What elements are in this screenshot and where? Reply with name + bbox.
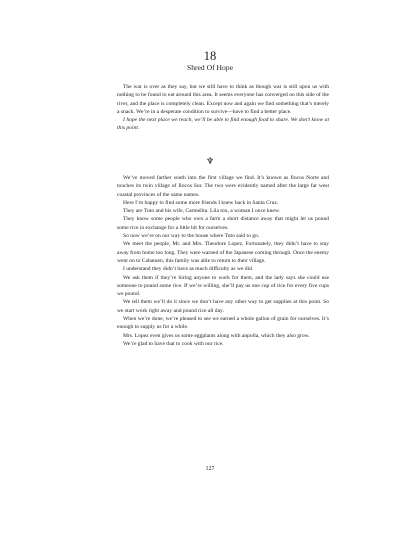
paragraph: We meet the people, Mr. and Mrs. Theodore Lopez. Fortunately, they didn’t have to stay away from home too long. They were warned of the Japanese coming through. Once the enemy went on to Cabatuen, this family was able to return to their village. [117,241,329,264]
chapter-title: Shred Of Hope [187,63,233,72]
paragraph: We tell them we’ll do it since we don’t have any other way to get supplies at this point. So we start work right away and pound rice all day. [117,299,329,314]
paragraph: So now we’re on our way to the house where Tuto said to go. [123,233,260,240]
chapter-number: 18 [203,49,217,63]
paragraph: Mrs. Lopez even gives us some eggplants along with anpolla, which they also grow. [123,332,310,339]
paragraph: When we’re done, we’re pleased to see we earned a whole gallon of grain for ourselves. It’s enough to supply us for a while. [117,316,329,331]
paragraph: Here I’m happy to find some more friends I knew back in Santa Cruz. [123,199,279,206]
paragraph: They are Tuto and his wife, Carmelita. Lila too, a woman I once knew. [123,208,280,215]
paragraph: I understand they didn’t have as much difficulty as we did. [123,266,254,273]
italic-paragraph: I hope the next place we reach, we’ll be able to find enough food to share. We don’t know at this point. [117,117,329,132]
paragraph: We ask them if they’re hiring anyone to work for them, and the lady says she could use someone to pound some rice. If we’re willing, she’ll pay us one cup of rice for every five cups we pound. [117,274,329,298]
paragraph: The war is over as they say, but we still have to think as though war is still upon us with nothing to be found to eat around this area. It seems everyone has converged on this side of the river, and the place is completely clean. Except now and again we find something that’s merely a snack. We’re in a desperate condition to survive—have to find a better place. [117,84,329,115]
paragraph: We’ve moved farther south into the first village we find. It’s known as Ilocos Norte and touches its twin village of Ilocos Sur. The two were evidently named after the large far west coastal provinces of the same names. [117,175,329,198]
opening-section [117,83,329,133]
page-number: 127 [205,466,215,472]
paragraph: They know some people who own a farm a short distance away that might let us pound some rice in exchange for a little bit for ourselves. [117,216,329,231]
paragraph: We’re glad to have that to cook with our rice. [123,340,224,347]
section-ornament-icon: ♆ [205,156,215,166]
main-section [117,174,329,348]
